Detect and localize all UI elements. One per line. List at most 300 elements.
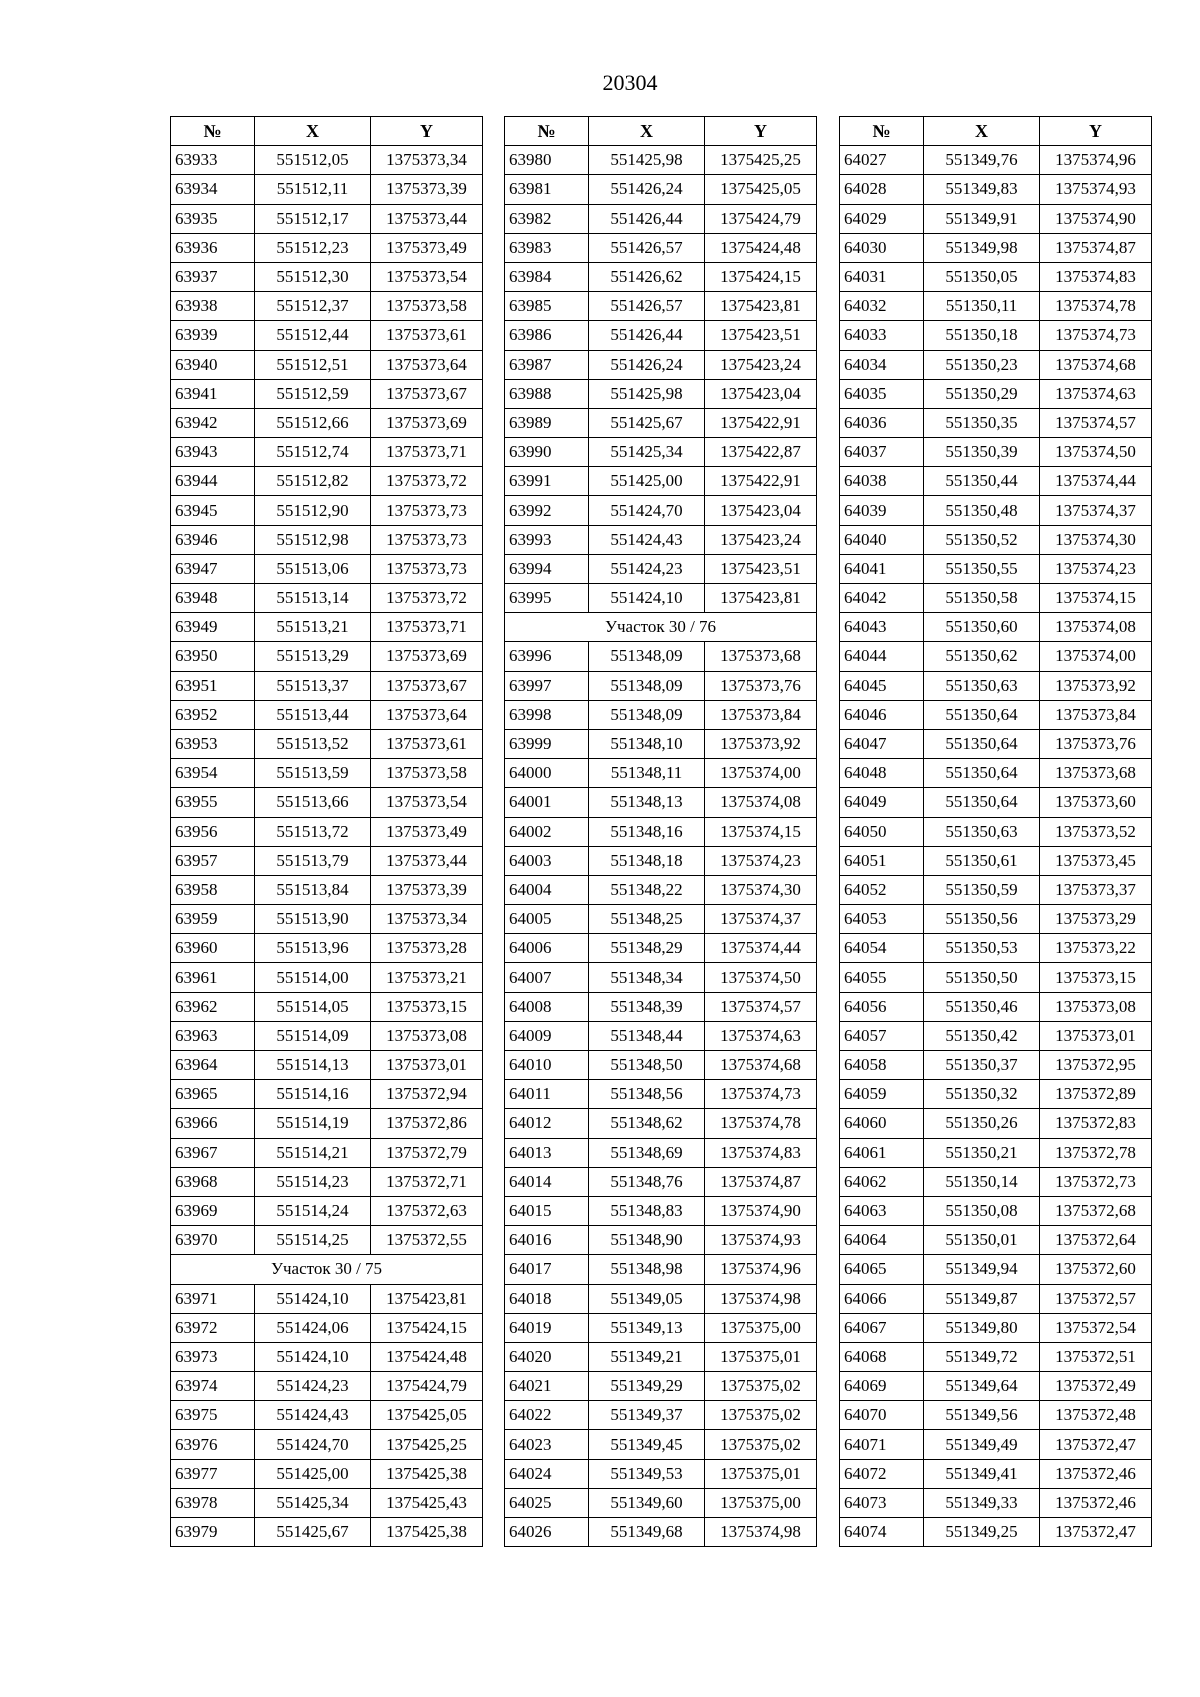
y-coordinate: 1375425,38	[371, 1518, 483, 1547]
y-coordinate: 1375373,76	[1040, 729, 1152, 758]
x-coordinate: 551348,50	[589, 1051, 705, 1080]
y-coordinate: 1375372,57	[1040, 1284, 1152, 1313]
point-number: 64059	[840, 1080, 924, 1109]
x-coordinate: 551348,25	[589, 905, 705, 934]
table-row	[840, 1518, 1152, 1547]
point-number: 63948	[171, 584, 255, 613]
point-number: 64038	[840, 467, 924, 496]
point-number: 64020	[505, 1342, 589, 1371]
table-row	[840, 759, 1152, 788]
x-coordinate: 551348,29	[589, 934, 705, 963]
point-number: 63933	[171, 146, 255, 175]
y-coordinate: 1375372,46	[1040, 1459, 1152, 1488]
table-row	[505, 934, 817, 963]
point-number: 63942	[171, 408, 255, 437]
point-number: 63972	[171, 1313, 255, 1342]
y-coordinate: 1375373,76	[705, 671, 817, 700]
point-number: 63947	[171, 554, 255, 583]
y-coordinate: 1375423,51	[705, 554, 817, 583]
x-coordinate: 551514,05	[255, 992, 371, 1021]
table-row	[840, 204, 1152, 233]
point-number: 63965	[171, 1080, 255, 1109]
table-row	[171, 1080, 483, 1109]
point-number: 64045	[840, 671, 924, 700]
y-coordinate: 1375373,58	[371, 292, 483, 321]
table-row	[505, 875, 817, 904]
point-number: 63993	[505, 525, 589, 554]
point-number: 63979	[171, 1518, 255, 1547]
point-number: 64054	[840, 934, 924, 963]
y-coordinate: 1375373,69	[371, 408, 483, 437]
x-coordinate: 551426,57	[589, 233, 705, 262]
x-coordinate: 551350,08	[924, 1196, 1040, 1225]
table-row	[840, 671, 1152, 700]
x-coordinate: 551425,67	[589, 408, 705, 437]
y-coordinate: 1375373,15	[1040, 963, 1152, 992]
y-coordinate: 1375425,25	[705, 146, 817, 175]
y-coordinate: 1375373,08	[371, 1021, 483, 1050]
x-coordinate: 551349,98	[924, 233, 1040, 262]
x-coordinate: 551350,29	[924, 379, 1040, 408]
point-number: 63946	[171, 525, 255, 554]
y-coordinate: 1375423,81	[705, 584, 817, 613]
table-row	[505, 817, 817, 846]
x-coordinate: 551348,09	[589, 671, 705, 700]
table-row	[505, 379, 817, 408]
y-coordinate: 1375372,89	[1040, 1080, 1152, 1109]
y-coordinate: 1375422,91	[705, 467, 817, 496]
table-row	[171, 992, 483, 1021]
point-number: 64007	[505, 963, 589, 992]
y-coordinate: 1375374,93	[1040, 175, 1152, 204]
table-row	[840, 1401, 1152, 1430]
y-coordinate: 1375375,01	[705, 1459, 817, 1488]
x-coordinate: 551426,44	[589, 204, 705, 233]
point-number: 63949	[171, 613, 255, 642]
x-coordinate: 551425,34	[255, 1488, 371, 1517]
table-row	[840, 1080, 1152, 1109]
point-number: 64043	[840, 613, 924, 642]
point-number: 63983	[505, 233, 589, 262]
point-number: 63990	[505, 438, 589, 467]
y-coordinate: 1375424,15	[705, 262, 817, 291]
point-number: 63992	[505, 496, 589, 525]
point-number: 64009	[505, 1021, 589, 1050]
point-number: 63986	[505, 321, 589, 350]
x-coordinate: 551350,35	[924, 408, 1040, 437]
x-coordinate: 551426,44	[589, 321, 705, 350]
x-coordinate: 551512,59	[255, 379, 371, 408]
x-coordinate: 551426,57	[589, 292, 705, 321]
y-coordinate: 1375374,23	[1040, 554, 1152, 583]
y-coordinate: 1375374,44	[705, 934, 817, 963]
point-number: 63943	[171, 438, 255, 467]
y-coordinate: 1375372,73	[1040, 1167, 1152, 1196]
table-row	[505, 1284, 817, 1313]
x-coordinate: 551349,56	[924, 1401, 1040, 1430]
point-number: 64028	[840, 175, 924, 204]
point-number: 64051	[840, 846, 924, 875]
x-coordinate: 551348,98	[589, 1255, 705, 1284]
coordinates-table-2	[504, 116, 817, 1547]
x-coordinate: 551350,61	[924, 846, 1040, 875]
point-number: 64001	[505, 788, 589, 817]
table-row	[171, 262, 483, 291]
x-coordinate: 551349,83	[924, 175, 1040, 204]
table-row	[505, 992, 817, 1021]
table-row	[505, 175, 817, 204]
table-row	[505, 584, 817, 613]
header-y: Y	[1040, 117, 1152, 146]
table-row	[840, 1109, 1152, 1138]
x-coordinate: 551348,56	[589, 1080, 705, 1109]
y-coordinate: 1375373,68	[1040, 759, 1152, 788]
point-number: 63935	[171, 204, 255, 233]
table-row	[171, 1342, 483, 1371]
table-row	[171, 817, 483, 846]
point-number: 64049	[840, 788, 924, 817]
x-coordinate: 551426,24	[589, 175, 705, 204]
point-number: 63996	[505, 642, 589, 671]
x-coordinate: 551424,23	[255, 1372, 371, 1401]
point-number: 63999	[505, 729, 589, 758]
point-number: 64036	[840, 408, 924, 437]
y-coordinate: 1375424,48	[705, 233, 817, 262]
point-number: 64016	[505, 1226, 589, 1255]
x-coordinate: 551348,10	[589, 729, 705, 758]
y-coordinate: 1375374,83	[1040, 262, 1152, 291]
x-coordinate: 551350,11	[924, 292, 1040, 321]
y-coordinate: 1375373,29	[1040, 905, 1152, 934]
table-row	[505, 671, 817, 700]
point-number: 63961	[171, 963, 255, 992]
point-number: 64012	[505, 1109, 589, 1138]
x-coordinate: 551349,87	[924, 1284, 1040, 1313]
y-coordinate: 1375374,00	[705, 759, 817, 788]
y-coordinate: 1375372,49	[1040, 1372, 1152, 1401]
table-row	[505, 1226, 817, 1255]
point-number: 64048	[840, 759, 924, 788]
table-row	[840, 438, 1152, 467]
point-number: 64005	[505, 905, 589, 934]
table-row	[171, 613, 483, 642]
table-row	[171, 321, 483, 350]
table-row	[171, 1518, 483, 1547]
table-row	[840, 1021, 1152, 1050]
point-number: 64056	[840, 992, 924, 1021]
point-number: 64029	[840, 204, 924, 233]
point-number: 64074	[840, 1518, 924, 1547]
x-coordinate: 551425,98	[589, 379, 705, 408]
table-row	[505, 262, 817, 291]
x-coordinate: 551350,46	[924, 992, 1040, 1021]
table-row	[171, 496, 483, 525]
y-coordinate: 1375374,15	[1040, 584, 1152, 613]
x-coordinate: 551350,58	[924, 584, 1040, 613]
y-coordinate: 1375372,68	[1040, 1196, 1152, 1225]
table-row	[840, 788, 1152, 817]
table-row	[840, 1342, 1152, 1371]
x-coordinate: 551350,44	[924, 467, 1040, 496]
y-coordinate: 1375424,15	[371, 1313, 483, 1342]
table-row	[505, 1051, 817, 1080]
x-coordinate: 551512,66	[255, 408, 371, 437]
table-row	[505, 1109, 817, 1138]
x-coordinate: 551512,44	[255, 321, 371, 350]
point-number: 64055	[840, 963, 924, 992]
point-number: 63963	[171, 1021, 255, 1050]
point-number: 63981	[505, 175, 589, 204]
point-number: 64010	[505, 1051, 589, 1080]
x-coordinate: 551512,05	[255, 146, 371, 175]
table-row	[505, 1167, 817, 1196]
point-number: 63959	[171, 905, 255, 934]
y-coordinate: 1375373,54	[371, 262, 483, 291]
x-coordinate: 551512,98	[255, 525, 371, 554]
point-number: 64067	[840, 1313, 924, 1342]
table-row	[505, 729, 817, 758]
x-coordinate: 551348,34	[589, 963, 705, 992]
table-row	[840, 1459, 1152, 1488]
x-coordinate: 551425,34	[589, 438, 705, 467]
table-row	[505, 1459, 817, 1488]
y-coordinate: 1375374,98	[705, 1518, 817, 1547]
y-coordinate: 1375375,02	[705, 1430, 817, 1459]
y-coordinate: 1375374,96	[1040, 146, 1152, 175]
y-coordinate: 1375372,48	[1040, 1401, 1152, 1430]
point-number: 63958	[171, 875, 255, 904]
table-row	[505, 700, 817, 729]
x-coordinate: 551350,64	[924, 729, 1040, 758]
point-number: 63939	[171, 321, 255, 350]
table-row	[840, 525, 1152, 554]
y-coordinate: 1375374,90	[705, 1196, 817, 1225]
x-coordinate: 551350,14	[924, 1167, 1040, 1196]
table-row	[840, 496, 1152, 525]
y-coordinate: 1375374,57	[1040, 408, 1152, 437]
y-coordinate: 1375373,21	[371, 963, 483, 992]
x-coordinate: 551350,63	[924, 817, 1040, 846]
table-row	[505, 1372, 817, 1401]
point-number: 63985	[505, 292, 589, 321]
point-number: 63984	[505, 262, 589, 291]
x-coordinate: 551425,67	[255, 1518, 371, 1547]
x-coordinate: 551513,29	[255, 642, 371, 671]
table-row	[171, 905, 483, 934]
point-number: 63994	[505, 554, 589, 583]
x-coordinate: 551348,83	[589, 1196, 705, 1225]
x-coordinate: 551513,06	[255, 554, 371, 583]
point-number: 63936	[171, 233, 255, 262]
x-coordinate: 551425,00	[589, 467, 705, 496]
y-coordinate: 1375374,63	[1040, 379, 1152, 408]
y-coordinate: 1375373,15	[371, 992, 483, 1021]
x-coordinate: 551349,37	[589, 1401, 705, 1430]
point-number: 63975	[171, 1401, 255, 1430]
page-number: 20304	[602, 70, 658, 95]
point-number: 64031	[840, 262, 924, 291]
y-coordinate: 1375423,04	[705, 379, 817, 408]
y-coordinate: 1375373,73	[371, 496, 483, 525]
table-row	[840, 934, 1152, 963]
y-coordinate: 1375372,63	[371, 1196, 483, 1225]
point-number: 63940	[171, 350, 255, 379]
table-row	[171, 175, 483, 204]
point-number: 63951	[171, 671, 255, 700]
header-num: №	[840, 117, 924, 146]
y-coordinate: 1375373,39	[371, 175, 483, 204]
y-coordinate: 1375372,78	[1040, 1138, 1152, 1167]
table-row	[840, 1226, 1152, 1255]
table-row	[505, 1255, 817, 1284]
table-row	[171, 467, 483, 496]
x-coordinate: 551350,55	[924, 554, 1040, 583]
x-coordinate: 551424,43	[589, 525, 705, 554]
point-number: 63969	[171, 1196, 255, 1225]
x-coordinate: 551350,37	[924, 1051, 1040, 1080]
x-coordinate: 551513,59	[255, 759, 371, 788]
table-row	[505, 963, 817, 992]
table-row	[840, 379, 1152, 408]
table-row	[171, 1109, 483, 1138]
table-row	[505, 467, 817, 496]
x-coordinate: 551424,43	[255, 1401, 371, 1430]
table-row	[171, 292, 483, 321]
x-coordinate: 551350,01	[924, 1226, 1040, 1255]
table-row	[840, 467, 1152, 496]
x-coordinate: 551350,64	[924, 759, 1040, 788]
y-coordinate: 1375372,83	[1040, 1109, 1152, 1138]
point-number: 63955	[171, 788, 255, 817]
x-coordinate: 551348,44	[589, 1021, 705, 1050]
table-row	[171, 554, 483, 583]
point-number: 64034	[840, 350, 924, 379]
y-coordinate: 1375373,22	[1040, 934, 1152, 963]
y-coordinate: 1375373,28	[371, 934, 483, 963]
x-coordinate: 551513,90	[255, 905, 371, 934]
x-coordinate: 551513,37	[255, 671, 371, 700]
point-number: 63938	[171, 292, 255, 321]
x-coordinate: 551512,23	[255, 233, 371, 262]
y-coordinate: 1375374,90	[1040, 204, 1152, 233]
x-coordinate: 551514,21	[255, 1138, 371, 1167]
point-number: 63977	[171, 1459, 255, 1488]
y-coordinate: 1375372,55	[371, 1226, 483, 1255]
x-coordinate: 551349,94	[924, 1255, 1040, 1284]
x-coordinate: 551350,42	[924, 1021, 1040, 1050]
y-coordinate: 1375373,84	[705, 700, 817, 729]
table-row	[840, 1284, 1152, 1313]
point-number: 64073	[840, 1488, 924, 1517]
table-row	[505, 1342, 817, 1371]
table-row	[171, 1459, 483, 1488]
point-number: 64006	[505, 934, 589, 963]
point-number: 64072	[840, 1459, 924, 1488]
table-row	[840, 1167, 1152, 1196]
table-row	[171, 729, 483, 758]
x-coordinate: 551350,64	[924, 700, 1040, 729]
point-number: 64015	[505, 1196, 589, 1225]
table-row	[171, 788, 483, 817]
y-coordinate: 1375373,73	[371, 554, 483, 583]
table-row	[171, 438, 483, 467]
table-row	[505, 554, 817, 583]
x-coordinate: 551348,11	[589, 759, 705, 788]
y-coordinate: 1375422,91	[705, 408, 817, 437]
point-number: 64024	[505, 1459, 589, 1488]
y-coordinate: 1375373,67	[371, 671, 483, 700]
point-number: 64011	[505, 1080, 589, 1109]
y-coordinate: 1375374,78	[705, 1109, 817, 1138]
table-header-row	[505, 117, 817, 146]
x-coordinate: 551348,09	[589, 642, 705, 671]
table-row	[171, 204, 483, 233]
table-row	[171, 1313, 483, 1342]
y-coordinate: 1375374,68	[705, 1051, 817, 1080]
y-coordinate: 1375373,67	[371, 379, 483, 408]
x-coordinate: 551348,16	[589, 817, 705, 846]
point-number: 63995	[505, 584, 589, 613]
y-coordinate: 1375423,51	[705, 321, 817, 350]
point-number: 63967	[171, 1138, 255, 1167]
point-number: 64000	[505, 759, 589, 788]
x-coordinate: 551350,48	[924, 496, 1040, 525]
point-number: 64004	[505, 875, 589, 904]
point-number: 64050	[840, 817, 924, 846]
x-coordinate: 551348,13	[589, 788, 705, 817]
point-number: 63950	[171, 642, 255, 671]
point-number: 64070	[840, 1401, 924, 1430]
section-title: Участок 30 / 76	[505, 613, 817, 642]
x-coordinate: 551424,06	[255, 1313, 371, 1342]
y-coordinate: 1375372,54	[1040, 1313, 1152, 1342]
x-coordinate: 551350,59	[924, 875, 1040, 904]
y-coordinate: 1375373,64	[371, 700, 483, 729]
x-coordinate: 551424,70	[255, 1430, 371, 1459]
table-row	[505, 1196, 817, 1225]
table-row	[171, 642, 483, 671]
table-row	[840, 1255, 1152, 1284]
y-coordinate: 1375374,50	[705, 963, 817, 992]
table-row	[505, 788, 817, 817]
table-row	[840, 554, 1152, 583]
table-row	[840, 1138, 1152, 1167]
table-row	[171, 1021, 483, 1050]
point-number: 64037	[840, 438, 924, 467]
table-row	[171, 759, 483, 788]
y-coordinate: 1375424,79	[705, 204, 817, 233]
x-coordinate: 551349,49	[924, 1430, 1040, 1459]
table-row	[840, 146, 1152, 175]
y-coordinate: 1375425,05	[371, 1401, 483, 1430]
header-x: X	[924, 117, 1040, 146]
x-coordinate: 551350,50	[924, 963, 1040, 992]
header-num: №	[505, 117, 589, 146]
table-row	[171, 146, 483, 175]
point-number: 63966	[171, 1109, 255, 1138]
table-row	[505, 1488, 817, 1517]
point-number: 64035	[840, 379, 924, 408]
section-title: Участок 30 / 75	[171, 1255, 483, 1284]
x-coordinate: 551350,39	[924, 438, 1040, 467]
x-coordinate: 551349,68	[589, 1518, 705, 1547]
point-number: 64064	[840, 1226, 924, 1255]
y-coordinate: 1375374,44	[1040, 467, 1152, 496]
y-coordinate: 1375425,38	[371, 1459, 483, 1488]
point-number: 63962	[171, 992, 255, 1021]
point-number: 63989	[505, 408, 589, 437]
y-coordinate: 1375372,95	[1040, 1051, 1152, 1080]
